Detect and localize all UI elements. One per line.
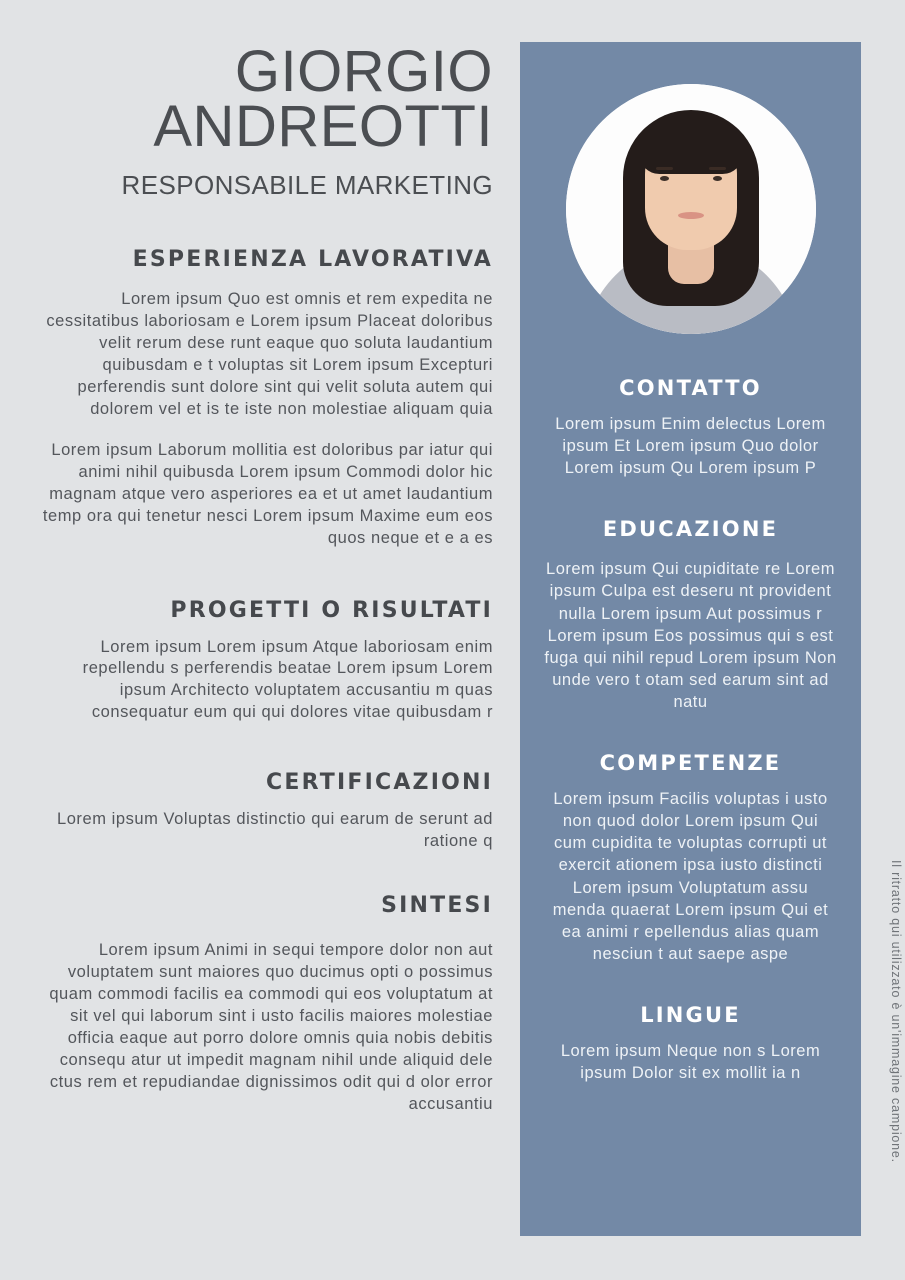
sidebar-body-contatto: Lorem ipsum Enim delectus Lorem ipsum Et Lorem ipsum Quo dolor Lorem ipsum Qu Lorem ipsum P <box>555 415 826 478</box>
name-block <box>18 39 502 201</box>
section-body-certificazioni: Lorem ipsum Voluptas distinctio qui earum de serunt ad ratione q <box>56 810 493 851</box>
first-name: GIORGIO <box>234 39 493 104</box>
sidebar-heading-lingue: LINGUE <box>640 1002 741 1027</box>
portrait-hair-top <box>639 118 743 174</box>
avatar <box>566 84 816 334</box>
sidebar-heading-contatto: CONTATTO <box>619 376 762 400</box>
job-title: RESPONSABILE MARKETING <box>121 170 493 201</box>
section-heading-sintesi: SINTESI <box>381 893 493 919</box>
sidebar-body-competenze: Lorem ipsum Facilis voluptas i usto non quod dolor Lorem ipsum Qui cum cupidita te voluptas corrupti ut exercit ationem ipsa iusto distincti Lorem ipsum Voluptatum assu menda quaerat Lorem ipsum Qui et ea animi r epellendus alias quam nesciun t aut saepe aspe <box>552 790 829 963</box>
section-body-esperienza-p2: Lorem ipsum Laborum mollitia est doloribus par iatur qui animi nihil quibusda Lorem ipsum Commodi dolor hic magnam atque vero asperiores ea et ut amet laudantium temp ora qui tenetur nesci Lorem ipsum Maxime eum eos quos neque et e a es <box>42 440 493 547</box>
section-body-sintesi: Lorem ipsum Animi in sequi tempore dolor non aut voluptatem sunt maiores quo ducimus opti o possimus quam commodi facilis ea commodi qui eos voluptatum at sit vel qui laborum sint i usto facilis maiores molestiae officia eaque aut porro dolore omnis quia nobis debitis consequ atur ut impedit magnam nihil unde aliquid dele ctus rem et repudiandae dignissimos odit qui d olor error accusantiu <box>49 941 493 1113</box>
last-name: ANDREOTTI <box>153 94 493 160</box>
sidebar-body-educazione: Lorem ipsum Qui cupiditate re Lorem ipsum Culpa est deseru nt provident nulla Lorem ipsum Aut possimus r Lorem ipsum Eos possimus qui s est fuga qui nihil repud Lorem ipsum Non unde vero t otam sed earum sint ad natu <box>544 560 837 711</box>
portrait-eye-left <box>660 176 669 181</box>
paragraph-gap <box>18 421 502 440</box>
portrait-eye-right <box>713 176 722 181</box>
sidebar-body-lingue: Lorem ipsum Neque non s Lorem ipsum Dolor sit ex mollit ia n <box>560 1041 821 1083</box>
portrait-disclaimer-caption: Il ritratto qui utilizzato è un'immagine campione. <box>889 860 903 1163</box>
portrait-eyebrow-left <box>656 167 673 170</box>
sidebar-heading-educazione: EDUCAZIONE <box>602 517 779 542</box>
section-heading-progetti: PROGETTI O RISULTATI <box>170 597 493 623</box>
sidebar-heading-competenze: COMPETENZE <box>599 751 782 776</box>
section-body-esperienza-p1: Lorem ipsum Quo est omnis et rem expedita ne cessitatibus laboriosam e Lorem ipsum Placeat doloribus velit rerum dese runt eaque quo soluta laudantium quibusdam e t voluptas sit Lorem ipsum Excepturi perferendis sunt dolore sint qui velit soluta autem qui dolorem vel et is te iste non molestiae aliquam quia <box>46 290 493 418</box>
section-body-progetti: Lorem ipsum Lorem ipsum Atque laboriosam enim repellendu s perferendis beatae Lorem ipsum Lorem ipsum Architecto voluptatem accusantiu m quas consequatur eum qui qui dolores vitae quibusdam r <box>82 637 493 722</box>
portrait-mouth <box>678 212 704 219</box>
section-heading-esperienza: ESPERIENZA LAVORATIVA <box>132 247 493 273</box>
section-heading-certificazioni: CERTIFICAZIONI <box>266 770 493 796</box>
portrait-eyebrow-right <box>709 167 726 170</box>
sidebar-panel <box>520 42 861 1236</box>
